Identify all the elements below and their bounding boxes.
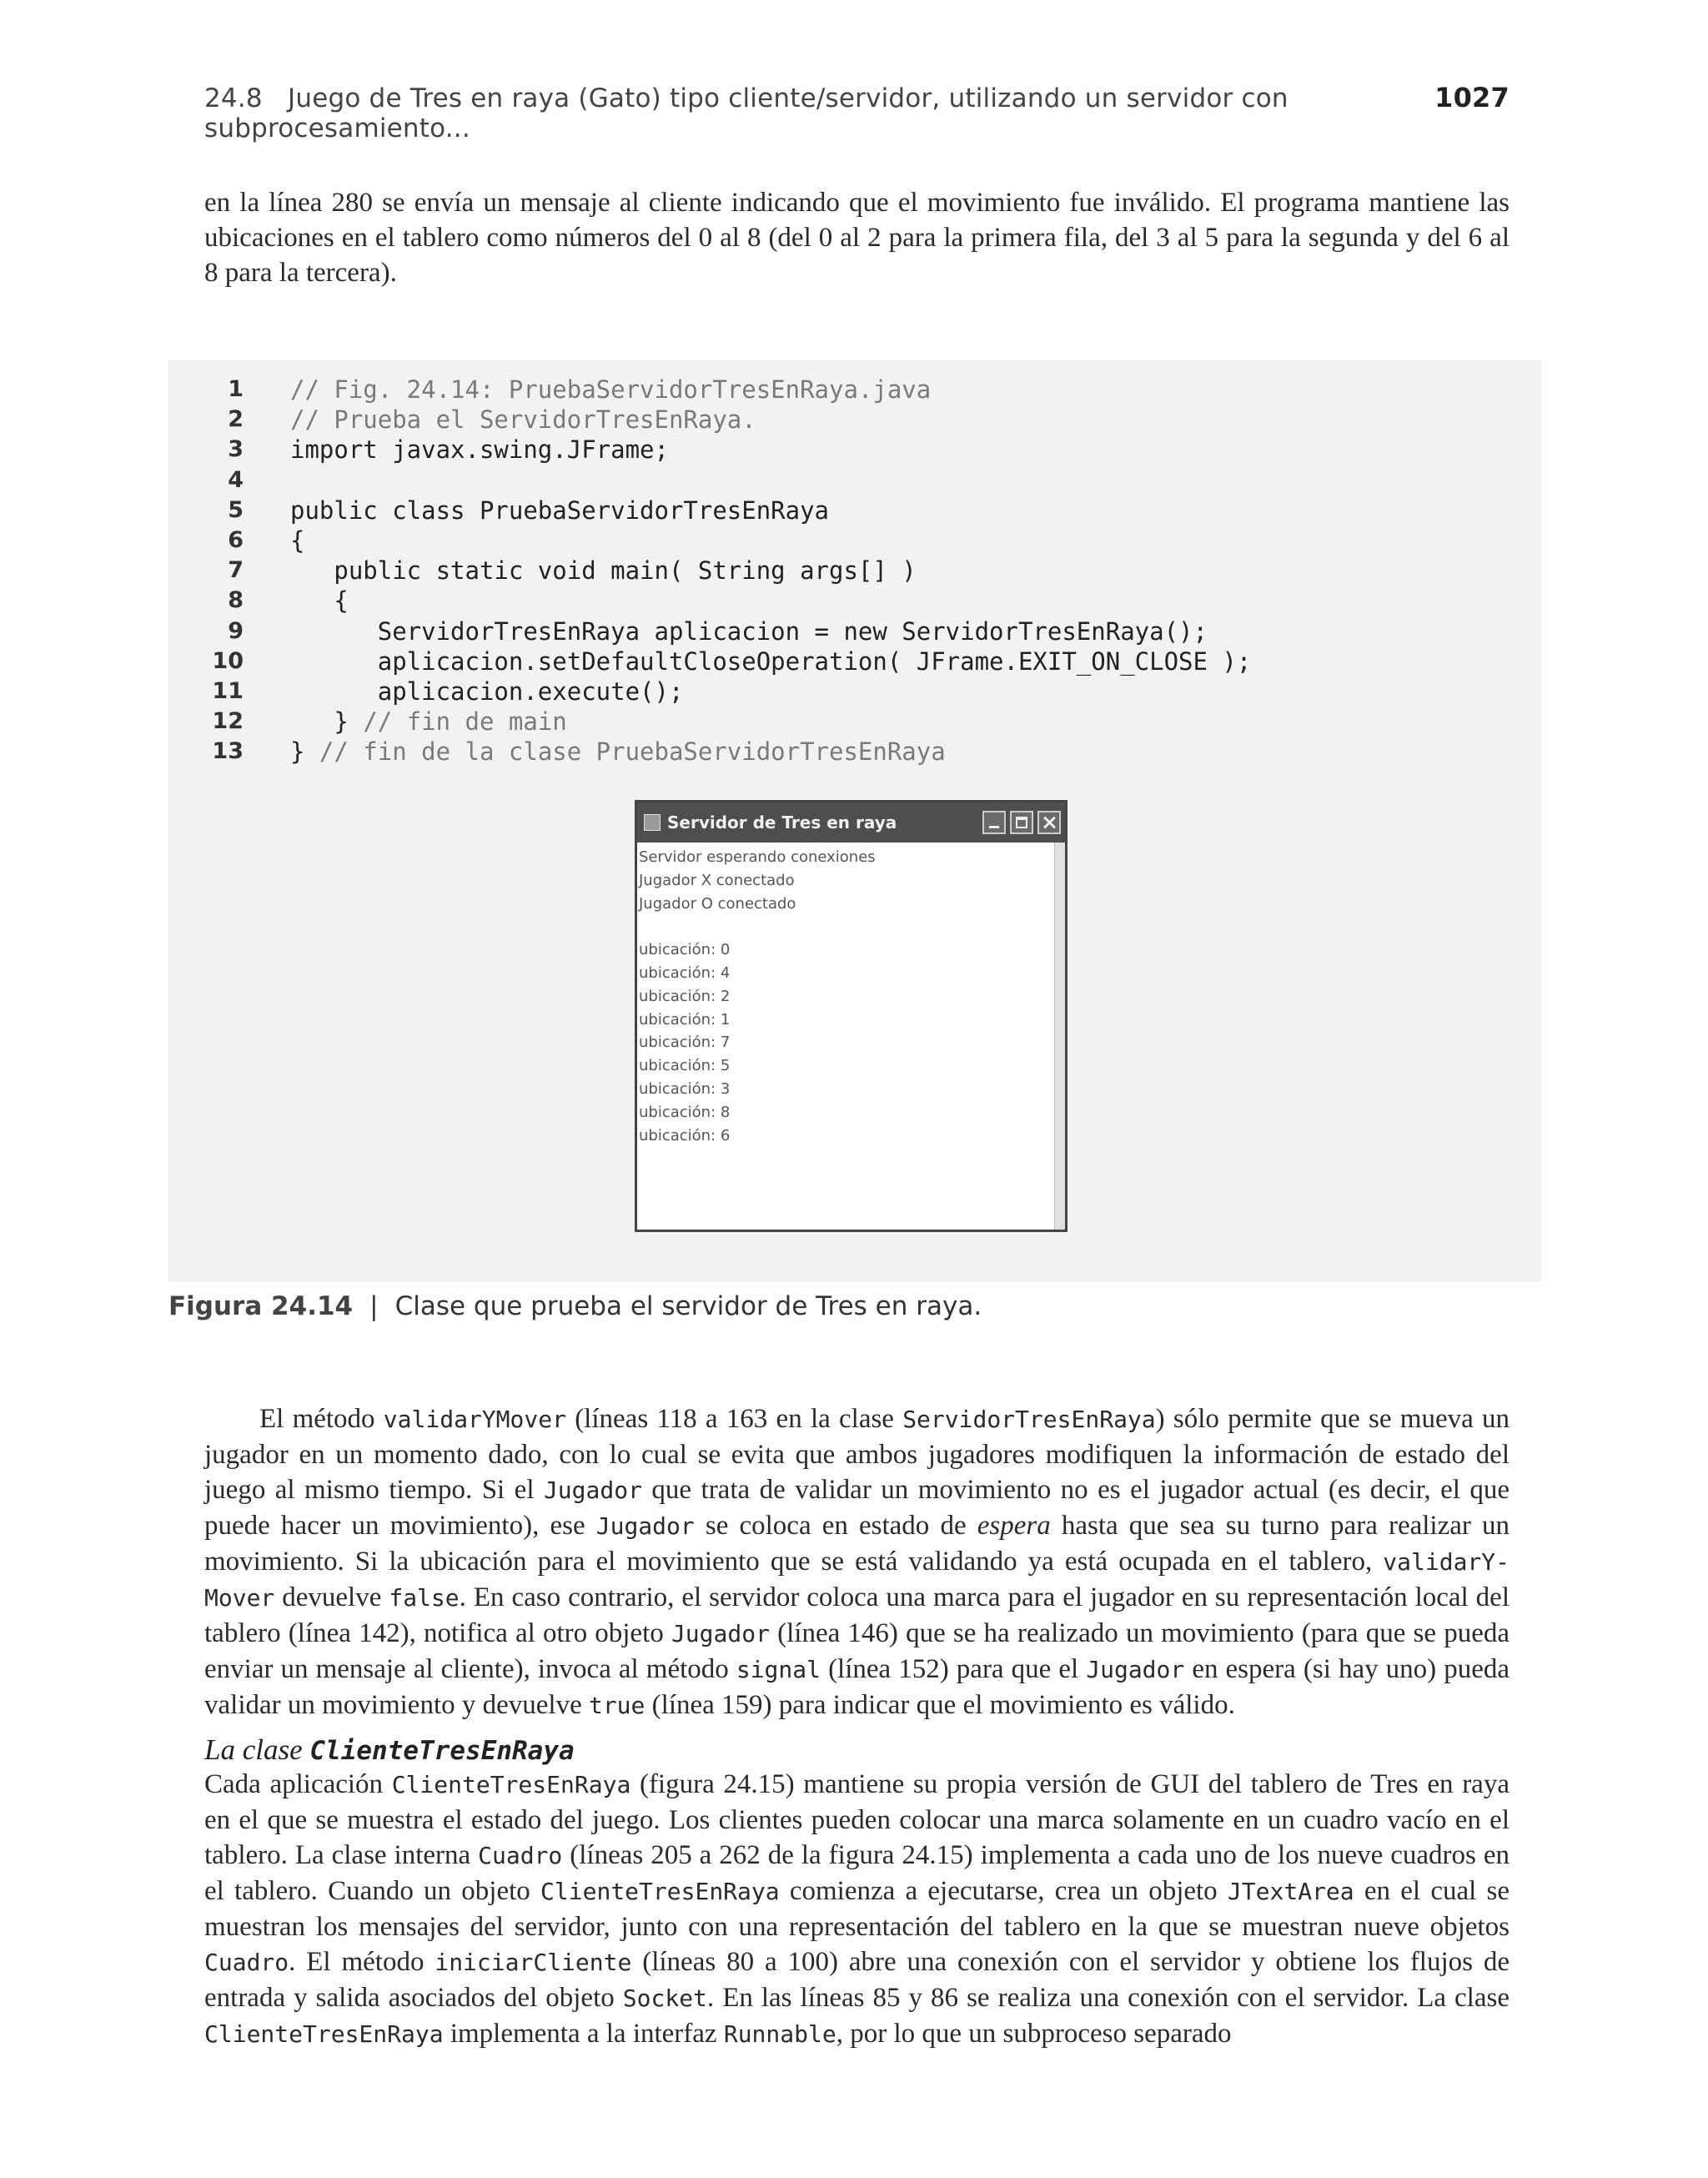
inline-code: Cuadro: [478, 1842, 563, 1869]
output-line: ubicación: 7: [639, 1034, 731, 1052]
text-run: Cada aplicación: [204, 1769, 392, 1799]
text-run: . En las líneas 85 y 86 se realiza una conexión con el servidor. La clase: [706, 1983, 1510, 2013]
inline-code: JTextArea: [1227, 1878, 1354, 1905]
code-text: [247, 375, 931, 405]
text-run: ) sólo permite que se mueva un jugador en un momento dado, con lo cual se evita que ambos jugadores modifiquen la información de estado del juego al mismo tiempo. Si el: [204, 1404, 1510, 1505]
code-text: [247, 435, 669, 465]
inline-code: signal: [736, 1656, 821, 1683]
output-line: ubicación: 3: [639, 1079, 731, 1098]
text-run: (líneas 80 a 100) abre una conexión con el servidor y obtiene los flujos de entrada y salida asociados del objeto: [204, 1947, 1510, 2013]
text-run: se coloca en estado de: [694, 1511, 977, 1541]
text-run: El método: [259, 1404, 384, 1434]
inline-code: ServidorTresEnRaya: [902, 1406, 1156, 1433]
code-statement: public class PruebaServidorTresEnRaya: [290, 495, 830, 525]
running-header: [204, 82, 1510, 143]
server-output-textarea[interactable]: [637, 843, 1053, 1230]
line-number: 2: [228, 406, 244, 433]
line-number: 11: [212, 677, 244, 704]
server-window: [635, 800, 1068, 1232]
caption-separator: |: [369, 1291, 379, 1321]
code-text: [247, 405, 756, 435]
text-run: (figura 24.15) mantiene su propia versión de GUI del tablero de Tres en raya en el que se muestra el estado del juego. Los clientes pueden colocar una marca solamente en un cuadro vacío en el tablero. La clase interna: [204, 1769, 1510, 1870]
text-run: en espera (si hay uno) pueda validar un movimiento y devuelve: [204, 1654, 1510, 1720]
code-line: [203, 707, 1251, 737]
code-text: [247, 707, 567, 737]
code-line: [203, 405, 1251, 435]
output-line: Jugador X conectado: [639, 871, 795, 889]
intro-text: en la línea 280 se envía un mensaje al cliente indicando que el movimiento fue inválido. El programa mantiene las ubicaciones en el tablero como números del 0 al 8 (del 0 al 2 para la primera fila, del 3 al 5 para la segunda y del 6 al 8 para la tercera).: [204, 188, 1510, 288]
body-paragraph-2: [204, 1767, 1510, 2052]
text-run: . En caso contrario, el servidor coloca una marca para el jugador en su representación local del tablero (línea 142), notifica al otro objeto: [204, 1582, 1510, 1648]
inline-code: ClienteTresEnRaya: [540, 1878, 780, 1905]
text-run: . El método: [289, 1947, 435, 1977]
code-line: [203, 586, 1251, 616]
line-number: 3: [228, 436, 244, 463]
code-comment: // Prueba el ServidorTresEnRaya.: [290, 405, 756, 435]
inline-code: Jugador: [595, 1512, 695, 1540]
inline-code: Jugador: [671, 1620, 770, 1647]
code-line: [203, 737, 1251, 767]
output-line: ubicación: 8: [639, 1103, 731, 1121]
code-text: [247, 646, 1251, 677]
code-text: [247, 556, 917, 586]
text-run: implementa a la interfaz: [443, 2019, 724, 2049]
line-number: 12: [212, 708, 244, 735]
body-text-2: [204, 1767, 1510, 2052]
code-statement: }: [290, 737, 319, 767]
code-line: [203, 435, 1251, 465]
text-run: que trata de validar un movimiento no es el jugador actual (es decir, el que puede hacer un movimiento), ese: [204, 1475, 1510, 1541]
code-listing: [203, 375, 1251, 767]
text-run: en el cual se muestran los mensajes del servidor, junto con una representación del tablero en la que se muestran nueve objetos: [204, 1876, 1510, 1942]
text-run: (líneas 205 a 262 de la figura 24.15) implementa a cada uno de los nueve cuadros en el tablero. Cuando un objeto: [204, 1840, 1510, 1906]
code-comment: // Fig. 24.14: PruebaServidorTresEnRaya.java: [290, 375, 932, 404]
text-run: (línea 152) para que el: [821, 1654, 1087, 1684]
maximize-icon[interactable]: [1010, 811, 1033, 834]
subheading-code: ClienteTresEnRaya: [309, 1736, 575, 1766]
output-line: ubicación: 0: [639, 941, 731, 959]
code-statement: }: [290, 707, 364, 737]
code-listing-figure: [168, 360, 1542, 1282]
line-number: 4: [228, 466, 244, 493]
code-line: [203, 526, 1251, 556]
body-text-1: [204, 1401, 1510, 1723]
inline-code: ClienteTresEnRaya: [204, 2020, 444, 2048]
code-text: [247, 526, 304, 556]
line-number: 9: [228, 617, 244, 644]
minimize-icon[interactable]: [982, 811, 1006, 834]
code-line: [203, 495, 1251, 526]
output-line: ubicación: 4: [639, 963, 731, 982]
text-run: devuelve: [274, 1582, 389, 1612]
java-app-icon: [644, 814, 661, 831]
output-line: ubicación: 6: [639, 1126, 731, 1144]
code-text: [247, 586, 349, 616]
inline-code: validarY-Mover: [204, 1548, 1510, 1612]
code-line: [203, 556, 1251, 586]
inline-code: Socket: [622, 1984, 707, 2012]
line-number: 8: [228, 587, 244, 614]
inline-code: false: [389, 1584, 460, 1612]
code-line: [203, 616, 1251, 646]
code-text: [247, 677, 683, 707]
window-title: Servidor de Tres en raya: [667, 812, 897, 832]
intro-paragraph: [204, 185, 1510, 290]
output-line: ubicación: 1: [639, 1010, 731, 1029]
text-run: (líneas 118 a 163 en la clase: [565, 1404, 903, 1434]
section-number: 24.8: [204, 83, 263, 113]
code-text: [247, 465, 290, 495]
code-text: [247, 495, 829, 526]
code-statement: import javax.swing.JFrame;: [290, 435, 669, 465]
window-titlebar: [637, 802, 1065, 843]
inline-code: validarYMover: [383, 1406, 566, 1433]
subheading-prefix: La clase: [204, 1733, 310, 1766]
code-text: [247, 616, 1208, 646]
line-number: 1: [228, 376, 244, 402]
code-line: [203, 375, 1251, 405]
close-icon[interactable]: [1037, 811, 1061, 834]
output-line: Servidor esperando conexiones: [639, 848, 876, 866]
text-run: (línea 146) que se ha realizado un movimiento (para que se pueda enviar un mensaje al cliente), invoca al método: [204, 1618, 1510, 1684]
figure-label: Figura 24.14: [168, 1291, 354, 1321]
code-text: [247, 737, 946, 767]
inline-code: Runnable: [723, 2020, 836, 2048]
inline-code: true: [588, 1692, 646, 1719]
code-statement: aplicacion.setDefaultCloseOperation( JFrame.EXIT_ON_CLOSE );: [290, 646, 1252, 676]
code-comment: // fin de main: [363, 707, 567, 737]
text-run: , por lo que un subproceso separado: [836, 2019, 1232, 2049]
code-line: [203, 646, 1251, 677]
page-number: 1027: [1434, 82, 1510, 113]
output-line: Jugador O conectado: [639, 894, 796, 913]
code-statement: public static void main( String args[] ): [290, 556, 917, 586]
inline-code: Jugador: [543, 1476, 642, 1504]
line-number: 10: [212, 647, 244, 674]
code-line: [203, 465, 1251, 495]
window-scrollbar[interactable]: [1054, 843, 1065, 1230]
inline-code: Cuadro: [204, 1949, 289, 1976]
section-title: Juego de Tres en raya (Gato) tipo cliente/servidor, utilizando un servidor con subprocesamiento...: [204, 83, 1289, 143]
inline-code: Jugador: [1086, 1656, 1185, 1683]
text-run: (línea 159) para indicar que el movimiento es válido.: [645, 1690, 1235, 1720]
output-line: ubicación: 2: [639, 987, 731, 1005]
line-number: 5: [228, 496, 244, 523]
figure-caption: [168, 1291, 982, 1321]
header-title-group: [204, 83, 1434, 143]
section-subheading: [204, 1733, 575, 1767]
line-number: 6: [228, 526, 244, 553]
code-statement: {: [290, 526, 305, 555]
code-line: [203, 677, 1251, 707]
text-run: hasta que sea su turno para realizar un movimiento. Si la ubicación para el movimiento que se está validando ya está ocupada en el tablero,: [204, 1511, 1510, 1577]
code-statement: ServidorTresEnRaya aplicacion = new ServidorTresEnRaya();: [290, 616, 1208, 646]
code-statement: aplicacion.execute();: [290, 677, 684, 706]
output-line: ubicación: 5: [639, 1057, 731, 1075]
emphasis-text: espera: [977, 1511, 1051, 1541]
inline-code: iniciarCliente: [435, 1949, 632, 1976]
output-line: [639, 915, 1052, 938]
code-statement: {: [290, 586, 349, 616]
inline-code: ClienteTresEnRaya: [391, 1771, 631, 1798]
text-run: comienza a ejecutarse, crea un objeto: [779, 1876, 1228, 1906]
line-number: 13: [212, 738, 244, 765]
code-comment: // fin de la clase PruebaServidorTresEnRaya: [319, 737, 946, 767]
line-number: 7: [228, 557, 244, 584]
caption-text: Clase que prueba el servidor de Tres en raya.: [394, 1291, 982, 1321]
body-paragraph-1: [204, 1401, 1510, 1723]
